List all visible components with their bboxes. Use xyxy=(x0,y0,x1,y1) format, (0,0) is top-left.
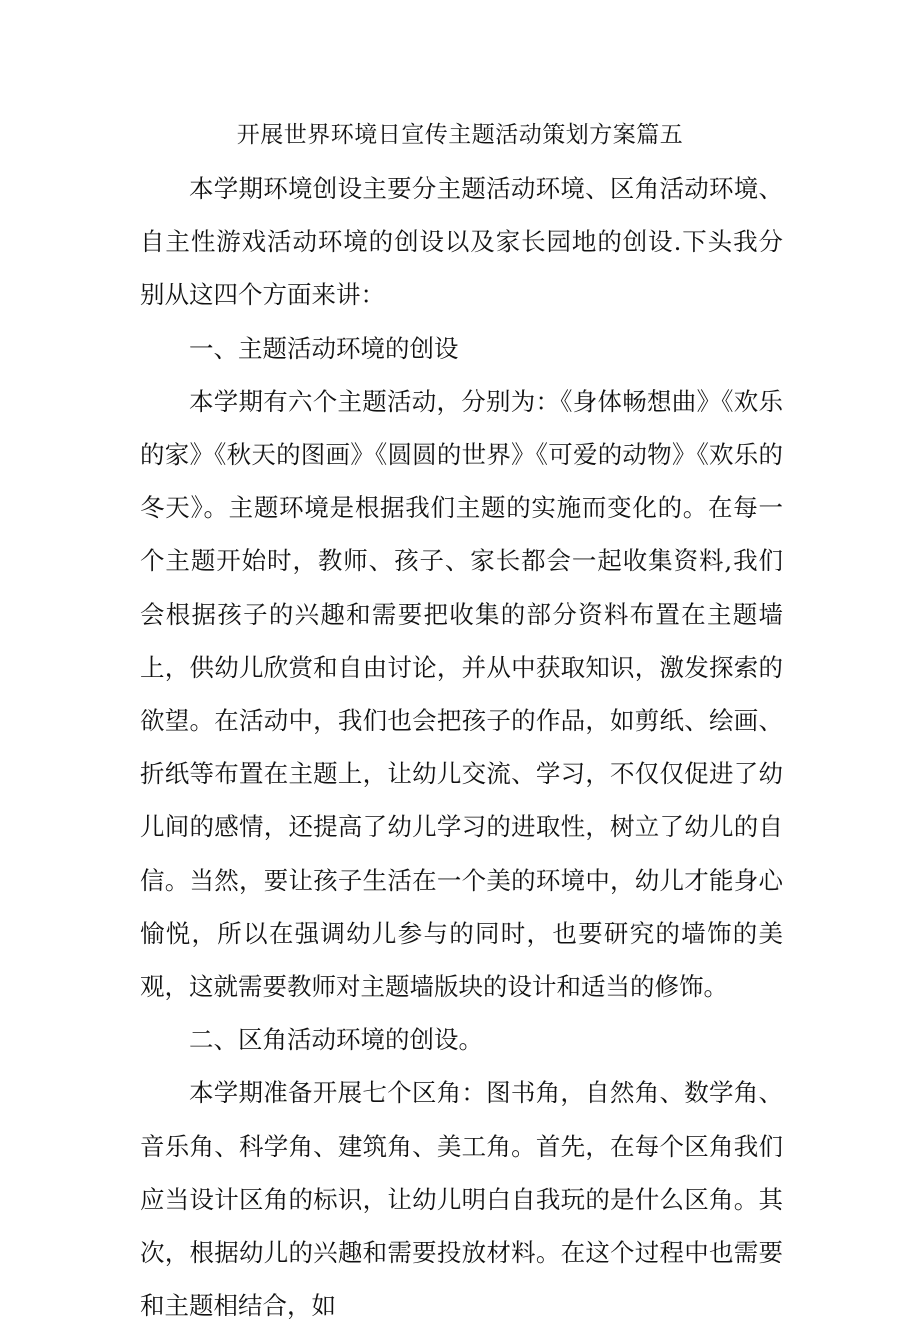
section-heading-2: 二、区角活动环境的创设。 xyxy=(189,1025,483,1055)
section-heading-1: 一、主题活动环境的创设 xyxy=(189,333,459,363)
document-title: 开展世界环境日宣传主题活动策划方案篇五 xyxy=(236,122,684,148)
intro-paragraph: 本学期环境创设主要分主题活动环境、区角活动环境、自主性游戏活动环境的创设以及家长园地的创设.下头我分别从这四个方面来讲： xyxy=(140,174,783,310)
section-1-paragraph: 本学期有六个主题活动，分别为：《身体畅想曲》《欢乐的家》《秋天的图画》《圆圆的世界》《可爱的动物》《欢乐的冬天》。主题环境是根据我们主题的实施而变化的。在每一个主题开始时，教师、孩子、家长都会一起收集资料,我们会根据孩子的兴趣和需要把收集的部分资料布置在主题墙上，供幼儿欣赏和自由讨论，并从中获取知识，激发探索的欲望。在活动中，我们也会把孩子的作品，如剪纸、绘画、折纸等布置在主题上，让幼儿交流、学习，不仅仅促进了幼儿间的感情，还提高了幼儿学习的进取性，树立了幼儿的自信。当然，要让孩子生活在一个美的环境中，幼儿才能身心愉悦，所以在强调幼儿参与的同时，也要研究的墙饰的美观，这就需要教师对主题墙版块的设计和适当的修饰。 xyxy=(140,386,783,1002)
section-2-paragraph: 本学期准备开展七个区角：图书角，自然角、数学角、音乐角、科学角、建筑角、美工角。首先，在每个区角我们应当设计区角的标识，让幼儿明白自我玩的是什么区角。其次，根据幼儿的兴趣和需要投放材料。在这个过程中也需要和主题相结合，如 xyxy=(140,1078,783,1321)
document-body xyxy=(140,162,783,1332)
